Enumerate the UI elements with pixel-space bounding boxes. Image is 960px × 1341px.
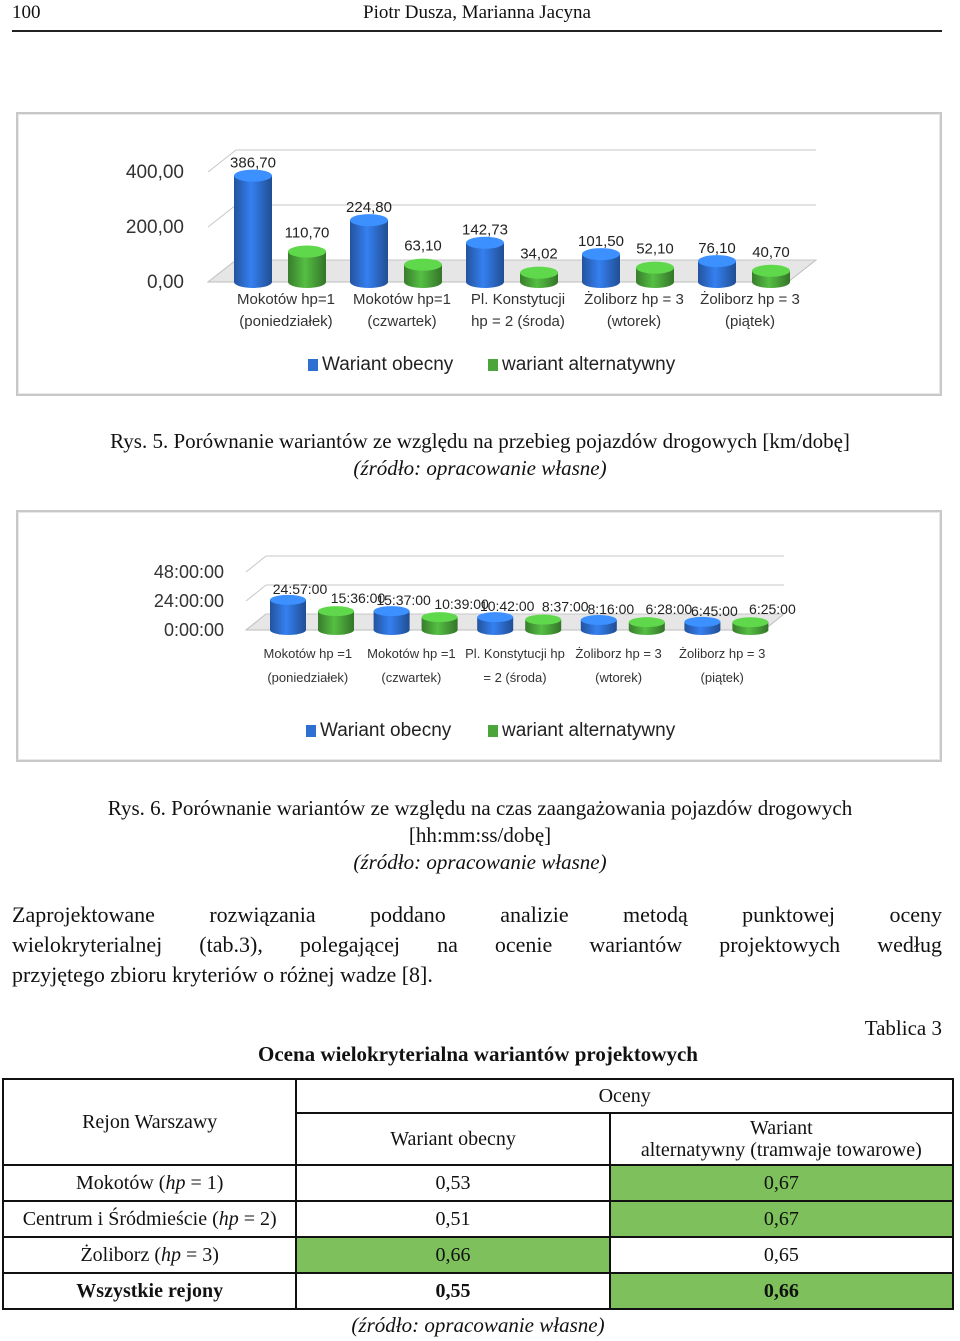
figure-5-chart-svg <box>18 114 940 394</box>
data-label: 63,10 <box>404 237 442 255</box>
figure-6-source: (źródło: opracowanie własne) <box>353 850 607 874</box>
category-label: Mokotów hp =1 <box>367 646 456 661</box>
figure-5-caption-block <box>0 428 960 482</box>
category-label: Mokotów hp=1 <box>353 291 451 308</box>
legend-swatch <box>488 725 498 737</box>
data-label: 101,50 <box>578 233 624 251</box>
figure-6-caption-block <box>0 795 960 876</box>
legend-label: Wariant obecny <box>320 720 452 741</box>
total-region-cell: Wszystkie rejony <box>3 1273 296 1309</box>
legend-swatch <box>488 359 498 371</box>
current-value-cell: 0,51 <box>296 1201 609 1237</box>
header-oceny: Oceny <box>296 1079 953 1113</box>
bar-top <box>525 615 561 625</box>
y-tick-label: 0:00:00 <box>163 620 224 640</box>
y-tick-label: 48:00:00 <box>153 562 224 582</box>
current-value-cell: 0,66 <box>296 1237 609 1273</box>
category-label: (czwartek) <box>381 670 442 685</box>
legend-swatch <box>306 725 316 737</box>
data-label: 6:45:00 <box>691 602 738 619</box>
category-label: (wtorek) <box>606 313 662 330</box>
running-authors: Piotr Dusza, Marianna Jacyna <box>363 2 591 23</box>
paragraph-line-1: Zaprojektowane rozwiązania poddano analizie metodą punktowej oceny <box>12 902 942 927</box>
header-alternative-line1: Wariant <box>749 1117 813 1139</box>
figure-6-chart <box>16 510 942 762</box>
data-label: 34,02 <box>520 245 558 263</box>
table-source: (źródło: opracowanie własne) <box>351 1313 605 1337</box>
region-cell: Żoliborz (hp = 3) <box>3 1237 296 1273</box>
bar-top <box>629 617 665 627</box>
table-header-row-1 <box>3 1079 953 1113</box>
data-label: 15:36:00 <box>330 590 386 607</box>
header-region: Rejon Warszawy <box>3 1079 296 1165</box>
bar-top <box>288 246 326 258</box>
bar-top <box>318 606 354 616</box>
gridline-depth <box>246 585 266 601</box>
bar-top <box>732 617 768 627</box>
y-tick-label: 400,00 <box>125 162 184 183</box>
category-label: Żoliborz hp = 3 <box>575 646 662 661</box>
category-label: Pl. Konstytucji <box>470 291 566 308</box>
y-tick-label: 0,00 <box>147 272 184 293</box>
alternative-value-cell: 0,65 <box>610 1237 953 1273</box>
figure-6-caption-line1: Rys. 6. Porównanie wariantów ze względu na czas zaangażowania pojazdów drogowych <box>107 796 853 820</box>
category-label: Mokotów hp=1 <box>237 291 335 308</box>
table-row <box>3 1165 953 1201</box>
figure-5-chart <box>16 112 942 396</box>
table-row <box>3 1237 953 1273</box>
data-label: 6:25:00 <box>749 601 796 618</box>
y-tick-label: 24:00:00 <box>153 591 224 611</box>
category-label: Żoliborz hp = 3 <box>679 646 766 661</box>
total-alternative-cell: 0,66 <box>610 1273 953 1309</box>
table-title: Ocena wielokryterialna wariantów projektowych <box>258 1042 698 1066</box>
category-label: = 2 (środa) <box>483 670 547 685</box>
data-label: 224,80 <box>346 199 392 217</box>
category-label: (poniedziałek) <box>267 670 349 685</box>
data-label: 15:37:00 <box>376 592 431 609</box>
table-row <box>3 1201 953 1237</box>
evaluation-table <box>2 1078 954 1310</box>
figure-5-caption: Rys. 5. Porównanie wariantów ze względu na przebieg pojazdów drogowych [km/dobę] <box>110 429 850 453</box>
bar-current <box>466 243 504 288</box>
header-alternative-line2: alternatywny (tramwaje towarowe) <box>640 1139 922 1161</box>
data-label: 8:37:00 <box>541 598 589 615</box>
category-label: (piątek) <box>700 670 744 685</box>
header-current: Wariant obecny <box>296 1113 609 1165</box>
legend-swatch <box>308 359 318 371</box>
data-label: 10:39:00 <box>434 596 489 613</box>
bar-current <box>270 600 306 635</box>
data-label: 6:28:00 <box>645 601 693 618</box>
body-paragraph <box>12 900 942 990</box>
category-label: Żoliborz hp = 3 <box>584 291 684 308</box>
header-alternative <box>610 1113 953 1165</box>
gridline-depth <box>246 556 266 572</box>
data-label: 24:57:00 <box>272 580 328 597</box>
alternative-value-cell: 0,67 <box>610 1201 953 1237</box>
category-label: hp = 2 (środa) <box>471 313 565 330</box>
table-label: Tablica 3 <box>864 1016 942 1040</box>
y-tick-label: 200,00 <box>125 217 184 238</box>
region-cell: Centrum i Śródmieście (hp = 2) <box>3 1201 296 1237</box>
data-label: 110,70 <box>284 224 330 242</box>
region-cell: Mokotów (hp = 1) <box>3 1165 296 1201</box>
bar-current <box>350 220 388 288</box>
bar-top <box>636 262 674 274</box>
figure-6-caption-line2: [hh:mm:ss/dobę] <box>408 823 552 847</box>
data-label: 8:16:00 <box>587 601 635 618</box>
figure-6-chart-svg <box>18 512 940 760</box>
table-total-row <box>3 1273 953 1309</box>
bar-current <box>234 176 272 288</box>
total-current-cell: 0,55 <box>296 1273 609 1309</box>
bar-top <box>520 267 558 279</box>
data-label: 142,73 <box>462 221 508 239</box>
category-label: Mokotów hp =1 <box>263 646 353 661</box>
category-label: (wtorek) <box>595 670 643 685</box>
legend-label: wariant alternatywny <box>502 354 676 375</box>
page-number: 100 <box>12 2 41 23</box>
category-label: (czwartek) <box>367 313 437 330</box>
paragraph-line-2: wielokryterialnej (tab.3), polegającej na ocenie wariantów projektowych według <box>12 932 942 957</box>
category-label: Pl. Konstytucji hp <box>465 646 565 661</box>
data-label: 10:42:00 <box>479 598 535 615</box>
legend-label: Wariant obecny <box>322 354 454 375</box>
page-header <box>12 0 942 32</box>
category-label: Żoliborz hp = 3 <box>700 291 800 308</box>
current-value-cell: 0,53 <box>296 1165 609 1201</box>
data-label: 52,10 <box>636 240 674 258</box>
data-label: 40,70 <box>752 243 790 261</box>
bar-top <box>752 265 790 277</box>
gridline-depth <box>208 205 236 227</box>
legend-label: wariant alternatywny <box>502 720 676 741</box>
bar-top <box>422 612 458 622</box>
paragraph-line-3: przyjętego zbioru kryteriów o różnej wadze [8]. <box>12 962 433 987</box>
bar-top <box>404 259 442 271</box>
data-label: 386,70 <box>230 154 276 172</box>
category-label: (poniedziałek) <box>239 313 333 330</box>
category-label: (piątek) <box>724 313 776 330</box>
figure-5-source: (źródło: opracowanie własne) <box>353 456 607 480</box>
alternative-value-cell: 0,67 <box>610 1165 953 1201</box>
data-label: 76,10 <box>698 240 736 258</box>
